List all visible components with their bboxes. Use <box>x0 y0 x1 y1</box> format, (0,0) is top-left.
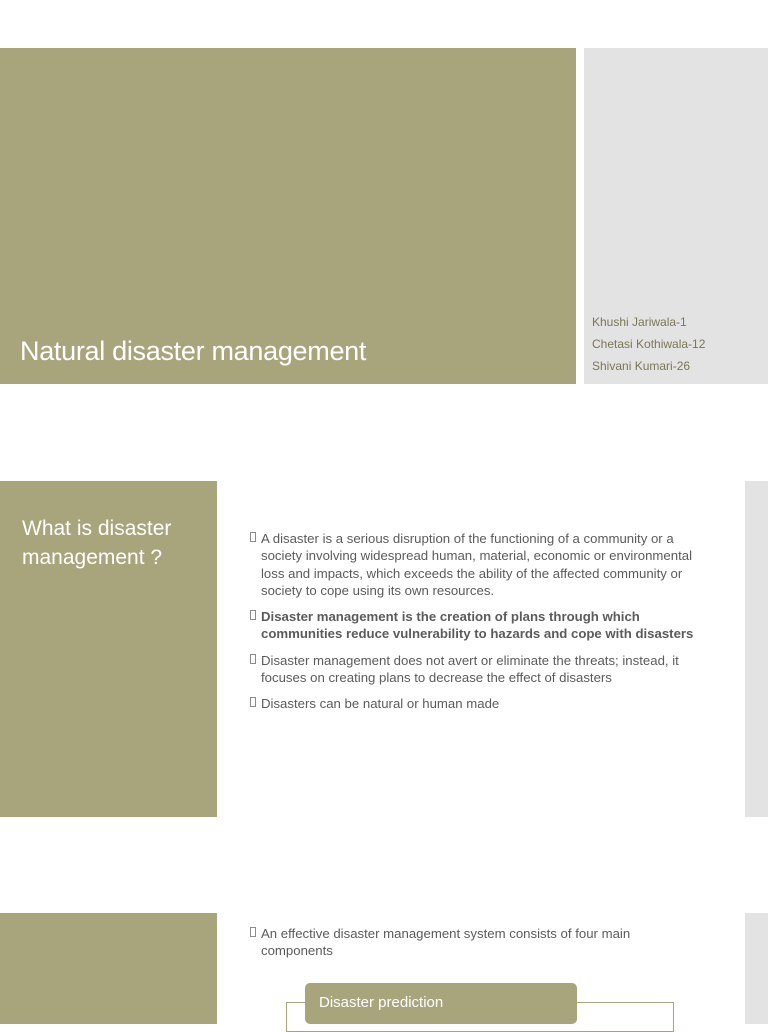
slide-edge-panel <box>745 913 768 1024</box>
slide-edge-panel <box>745 481 768 817</box>
bullet-item: An effective disaster management system consists of four main components <box>250 925 700 960</box>
bullet-item: Disaster management is the creation of plans through which communities reduce vulnerability to hazards and cope with disasters <box>250 608 700 643</box>
bullet-list <box>250 530 700 722</box>
author-name: Chetasi Kothiwala-12 <box>592 337 706 351</box>
slide-heading: What is disaster management ? <box>22 517 172 569</box>
bullet-item: Disasters can be natural or human made <box>250 695 700 712</box>
title-slide-banner <box>0 48 576 384</box>
presentation-title: Natural disaster management <box>20 336 367 366</box>
bullet-item: Disaster management does not avert or eliminate the threats; instead, it focuses on creating plans to decrease the effect of disasters <box>250 652 700 687</box>
bullet-item: A disaster is a serious disruption of the functioning of a community or a society involving widespread human, material, economic or environmental loss and impacts, which exceeds the ability of the affected community or society to cope using its own resources. <box>250 530 700 599</box>
diagram-box-disaster-prediction <box>305 983 577 1024</box>
author-name: Khushi Jariwala-1 <box>592 315 687 329</box>
bullet-list <box>250 925 700 969</box>
slide-title-panel <box>0 913 217 1024</box>
diagram-box-label: Disaster prediction <box>319 994 444 1011</box>
authors-panel <box>584 48 768 384</box>
author-name: Shivani Kumari-26 <box>592 359 691 373</box>
